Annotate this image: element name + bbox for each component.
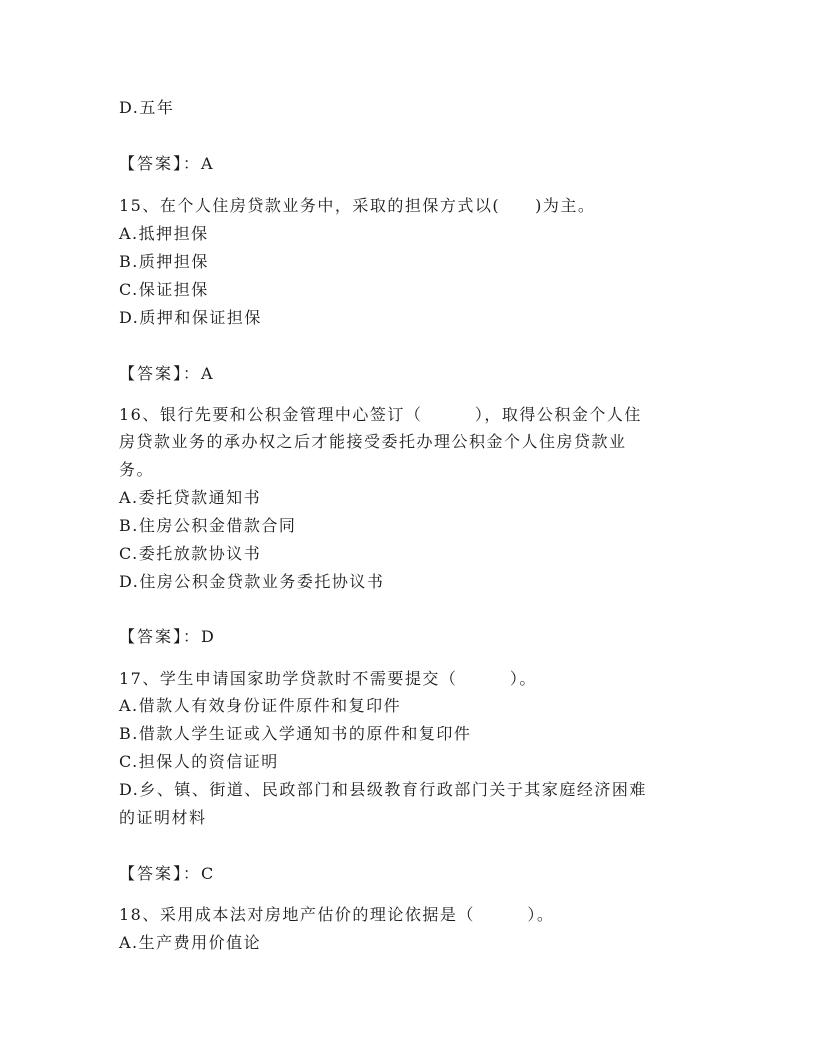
option-c: C.保证担保 bbox=[119, 280, 209, 299]
option-a: A.借款人有效身份证件原件和复印件 bbox=[119, 696, 402, 715]
option-b: B.住房公积金借款合同 bbox=[119, 516, 297, 535]
option-d-continued: 的证明材料 bbox=[119, 808, 207, 827]
question-18-stem: 18、采用成本法对房地产估价的理论依据是（ ）。 bbox=[119, 905, 555, 924]
option-d: D.乡、镇、街道、民政部门和县级教育行政部门关于其家庭经济困难 bbox=[119, 780, 647, 799]
option-c: C.担保人的资信证明 bbox=[119, 752, 279, 771]
question-16-stem: 16、银行先要和公积金管理中心签订（ ），取得公积金个人住 bbox=[119, 405, 642, 424]
option-a: A.抵押担保 bbox=[119, 224, 209, 243]
question-17-stem: 17、学生申请国家助学贷款时不需要提交（ ）。 bbox=[119, 669, 537, 688]
option-b: B.借款人学生证或入学通知书的原件和复印件 bbox=[119, 724, 472, 743]
option-c: C.委托放款协议书 bbox=[119, 544, 262, 563]
answer-line: 【答案】：A bbox=[119, 154, 215, 173]
question-16-stem: 房贷款业务的承办权之后才能接受委托办理公积金个人住房贷款业 bbox=[119, 432, 627, 451]
option-a: A.生产费用价值论 bbox=[119, 933, 262, 952]
option-d: D.住房公积金贷款业务委托协议书 bbox=[119, 572, 385, 591]
option-a: A.委托贷款通知书 bbox=[119, 488, 262, 507]
question-15-stem: 15、在个人住房贷款业务中，采取的担保方式以( )为主。 bbox=[119, 196, 596, 215]
answer-line: 【答案】：D bbox=[119, 627, 216, 646]
option-d: D.五年 bbox=[119, 98, 175, 117]
question-16-stem: 务。 bbox=[119, 460, 155, 479]
answer-line: 【答案】：A bbox=[119, 364, 215, 383]
option-d: D.质押和保证担保 bbox=[119, 308, 262, 327]
answer-line: 【答案】：C bbox=[119, 864, 216, 883]
option-b: B.质押担保 bbox=[119, 252, 209, 271]
